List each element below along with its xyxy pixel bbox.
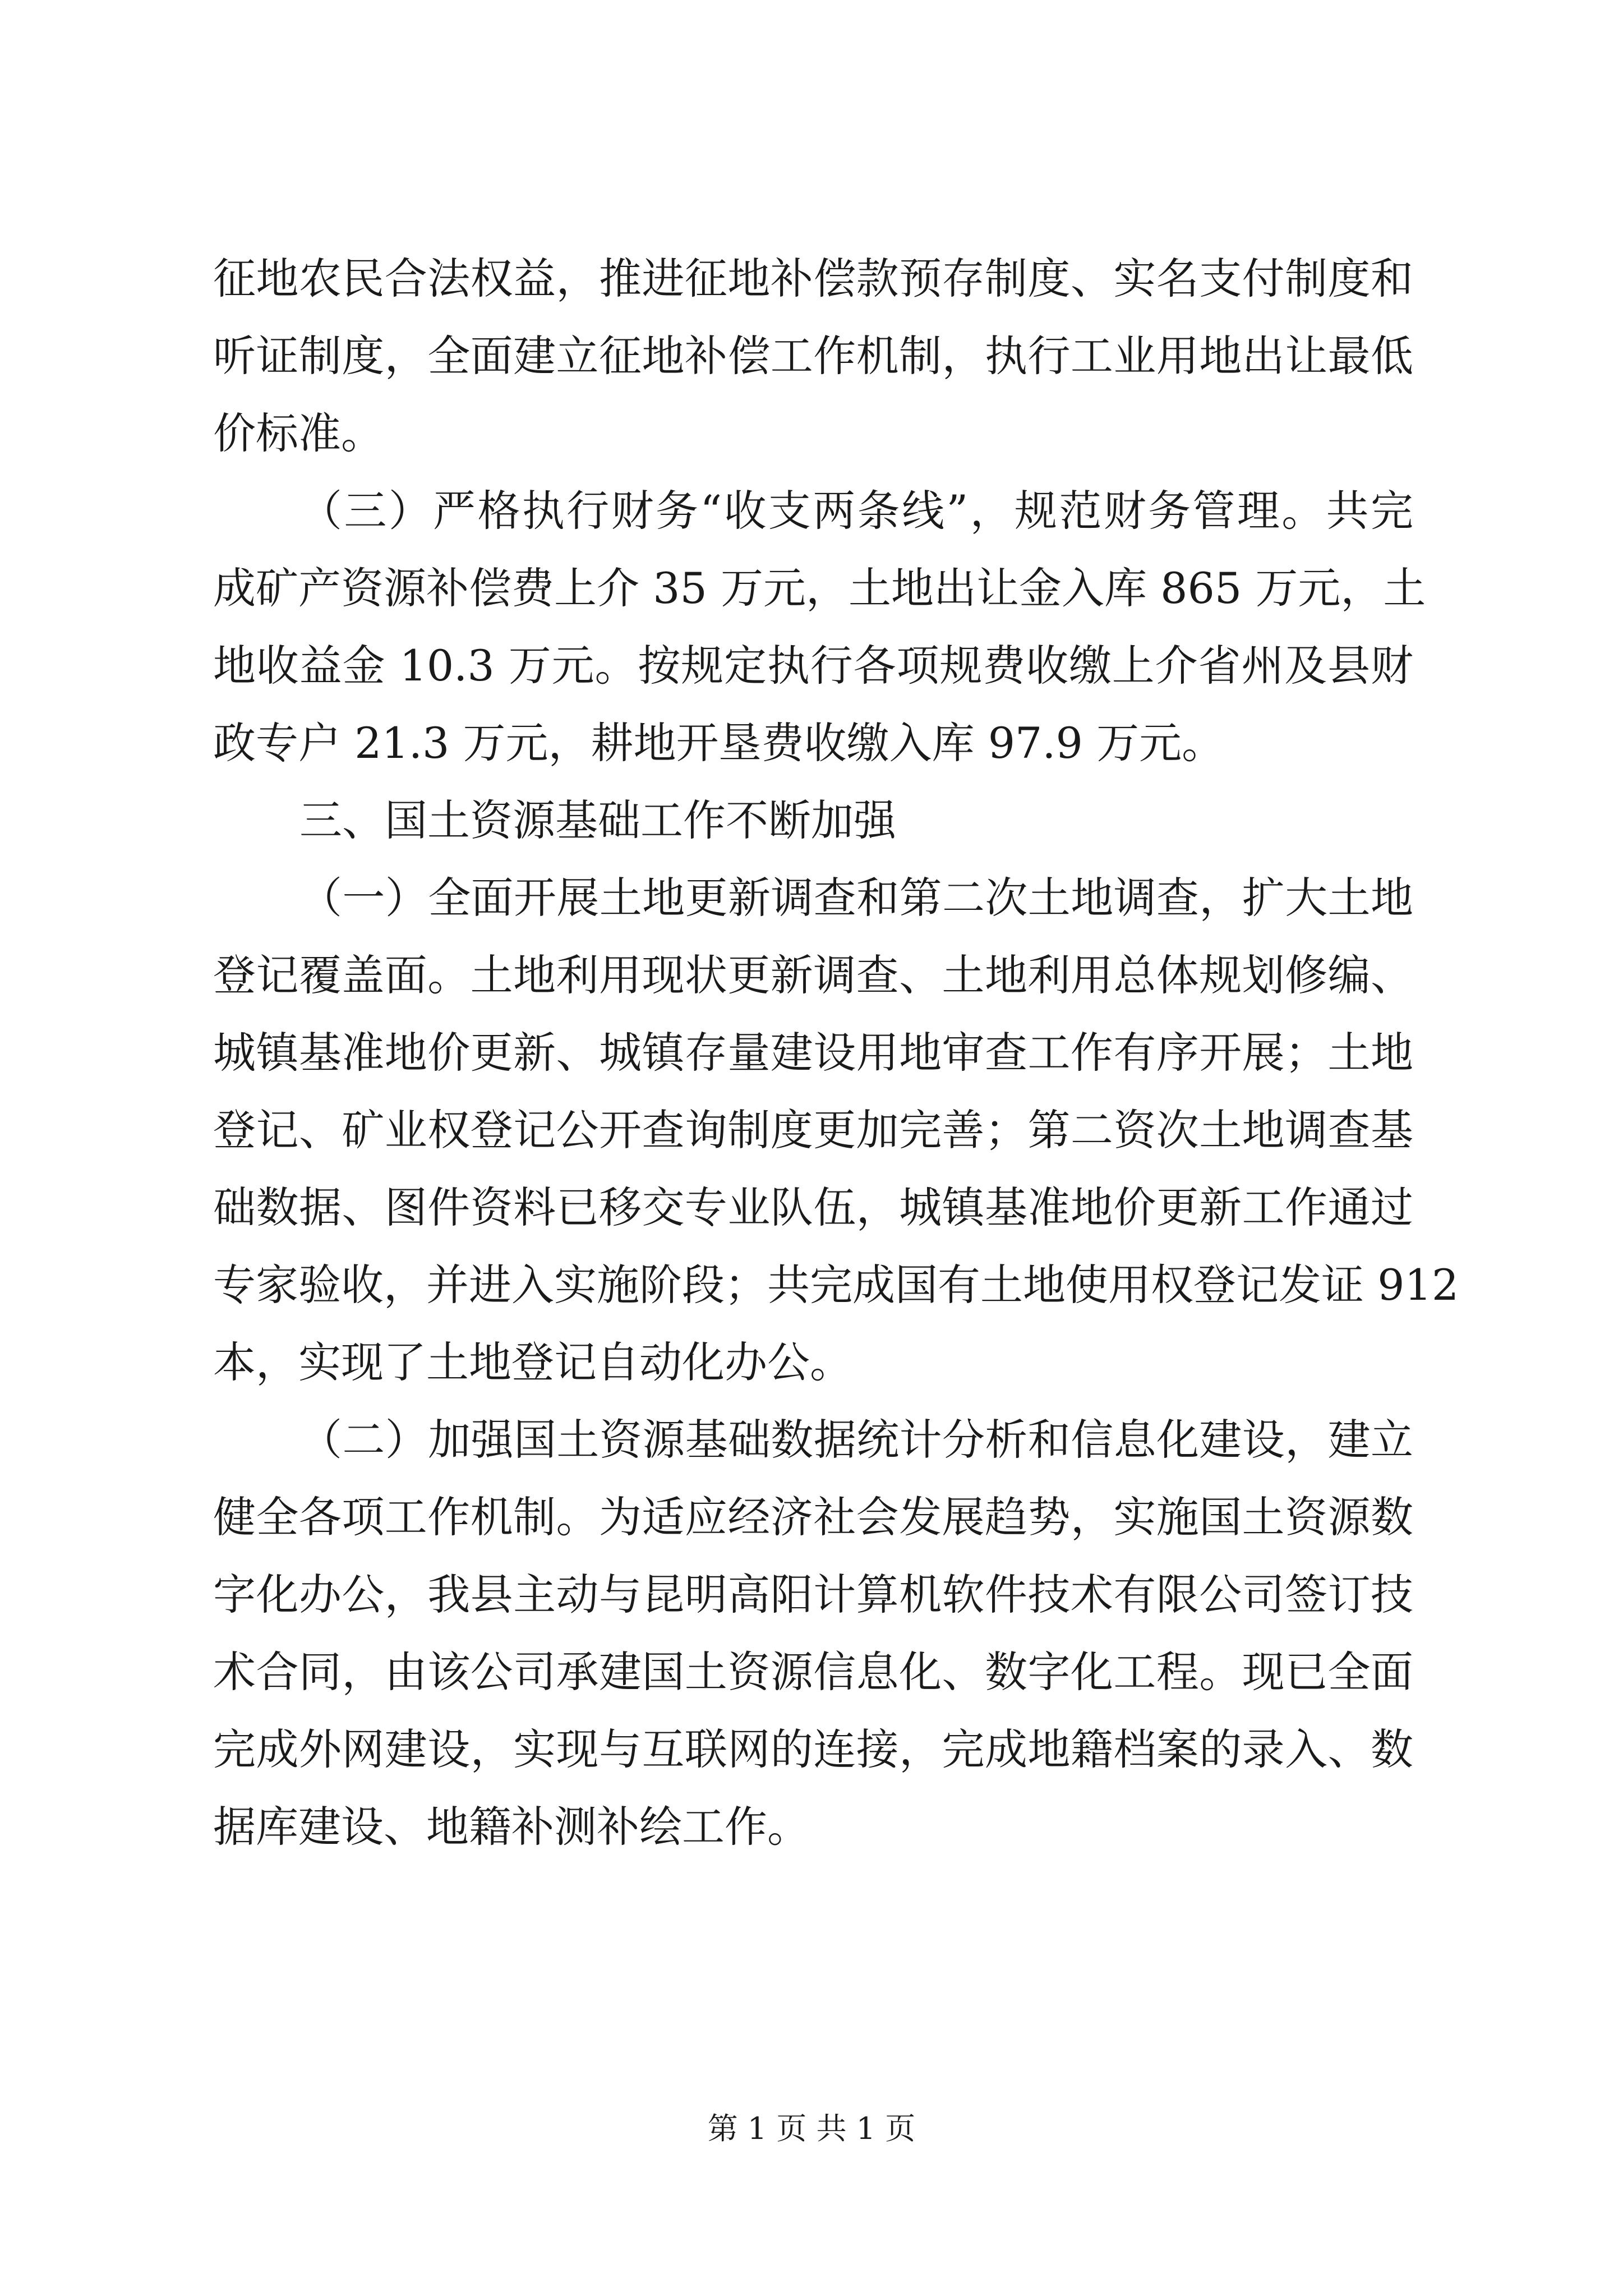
text-line: 征地农民合法权益，推进征地补偿款预存制度、实名支付制度和: [213, 254, 1413, 303]
text-line: 政专户 21.3 万元，耕地开垦费收缴入库 97.9 万元。: [213, 718, 1225, 768]
text-line: 价标准。: [213, 408, 384, 458]
text-line: 登记、矿业权登记公开查询制度更加完善；第二资次土地调查基: [213, 1105, 1413, 1155]
text-line: 城镇基准地价更新、城镇存量建设用地审查工作有序开展；土地: [213, 1028, 1413, 1078]
text-line: 据库建设、地籍补测补绘工作。: [213, 1802, 810, 1852]
text-line: 完成外网建设，实现与互联网的连接，完成地籍档案的录入、数: [213, 1724, 1413, 1774]
text-line: 专家验收，并进入实施阶段；共完成国有土地使用权登记发证 912: [213, 1260, 1459, 1310]
text-line: 登记覆盖面。土地利用现状更新调查、土地利用总体规划修编、: [213, 950, 1413, 1000]
text-line: 地收益金 10.3 万元。按规定执行各项规费收缴上介省州及县财: [213, 641, 1413, 691]
text-line: （三）严格执行财务“收支两条线”，规范财务管理。共完: [299, 486, 1413, 536]
text-line: （二）加强国土资源基础数据统计分析和信息化建设，建立: [299, 1415, 1413, 1465]
text-line: 础数据、图件资料已移交专业队伍，城镇基准地价更新工作通过: [213, 1182, 1413, 1232]
text-line: 成矿产资源补偿费上介 35 万元，土地出让金入库 865 万元，土: [213, 563, 1426, 613]
text-line: 听证制度，全面建立征地补偿工作机制，执行工业用地出让最低: [213, 331, 1413, 381]
document-body: [213, 240, 1459, 1866]
text-line: 健全各项工作机制。为适应经济社会发展趋势，实施国土资源数: [213, 1492, 1413, 1542]
page-footer: 第 1 页 共 1 页: [707, 2111, 916, 2146]
text-line: （一）全面开展土地更新调查和第二次土地调查，扩大土地: [299, 873, 1413, 923]
text-line: 术合同，由该公司承建国土资源信息化、数字化工程。现已全面: [213, 1647, 1413, 1697]
text-line: 字化办公，我县主动与昆明高阳计算机软件技术有限公司签订技: [213, 1570, 1413, 1619]
text-line: 三、国土资源基础工作不断加强: [299, 795, 896, 845]
text-line: 本，实现了土地登记自动化办公。: [213, 1337, 852, 1387]
